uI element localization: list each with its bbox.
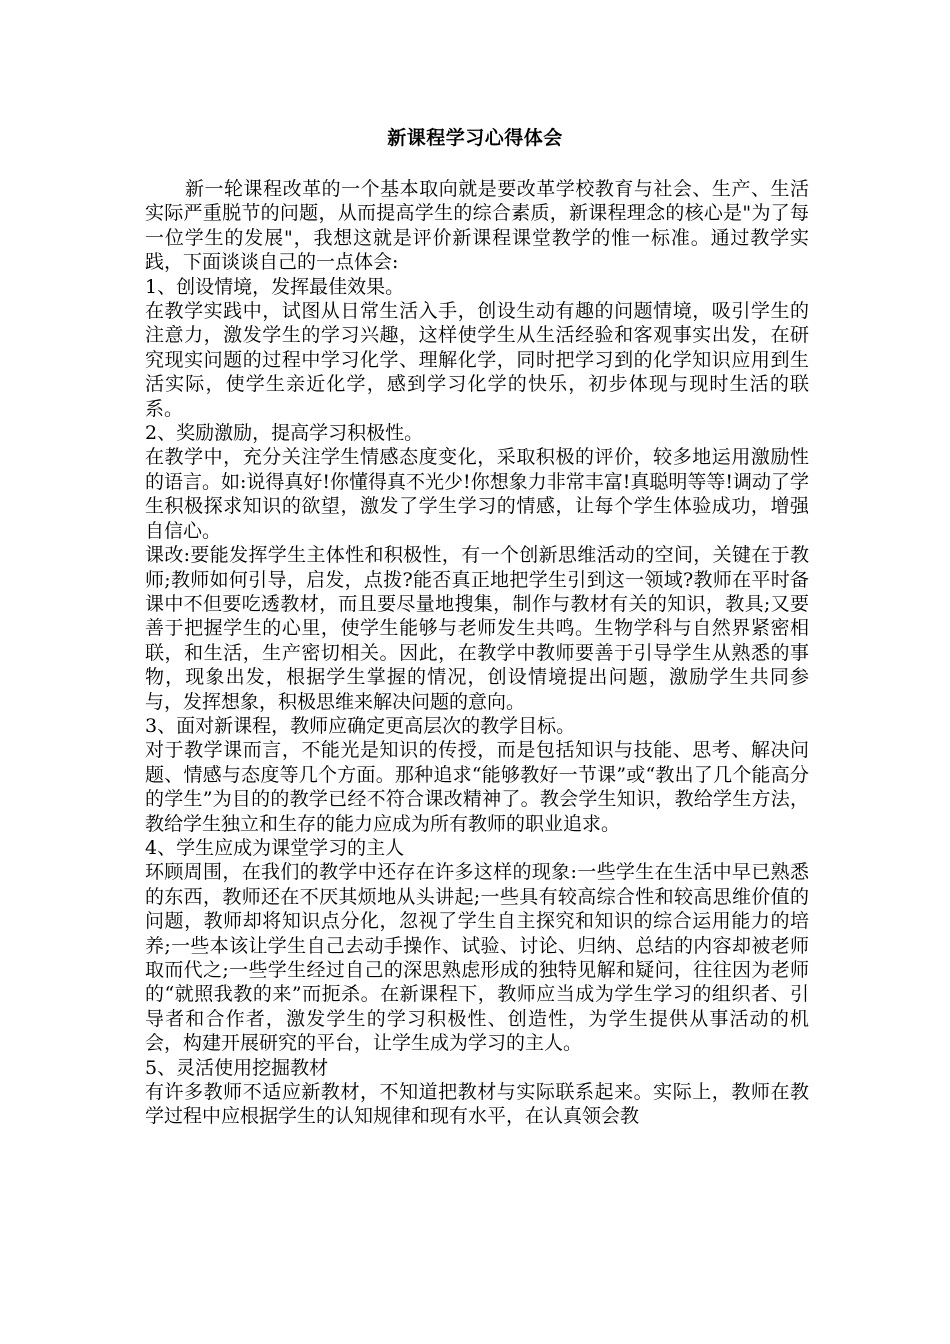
body-paragraph: 有许多教师不适应新教材，不知道把教材与实际联系起来。实际上，教师在教学过程中应根据学生的认知规律和现有水平，在认真领会教 [145, 1081, 809, 1128]
body-paragraph: 环顾周围，在我们的教学中还存在许多这样的现象:一些学生在生活中早已熟悉的东西，教师还在不厌其烦地从头讲起;一些具有较高综合性和较高思维价值的问题，教师却将知识点分化，忽视了学生自主探究和知识的综合运用能力的培养;一些本该让学生自己去动手操作、试验、讨论、归纳、总结的内容却被老师取而代之;一些学生经过自己的深思熟虑形成的独特见解和疑问，往往因为老师的“就照我教的来”而扼杀。在新课程下，教师应当成为学生学习的组织者、引导者和合作者，激发学生的学习积极性、创造性，为学生提供从事活动的机会，构建开展研究的平台，让学生成为学习的主人。 [145, 861, 809, 1055]
section-heading-4: 4、学生应成为课堂学习的主人 [145, 836, 405, 859]
body-paragraph: 在教学中，充分关注学生情感态度变化，采取积极的评价，较多地运用激励性的语言。如:说得真好!你懂得真不光少!你想象力非常丰富!真聪明等等!调动了学生积极探求知识的欲望，激发了学生学习的情感，让每个学生体验成功，增强自信心。 [145, 446, 809, 542]
section-heading-1: 1、创设情境，发挥最佳效果。 [145, 275, 405, 298]
section-heading-5: 5、灵活使用挖掘教材 [145, 1056, 329, 1079]
document-title: 新课程学习心得体会 [387, 127, 563, 149]
body-paragraph: 在教学实践中，试图从日常生活入手，创设生动有趣的问题情境，吸引学生的注意力，激发学生的学习兴趣，这样使学生从生活经验和客观事实出发，在研究现实问题的过程中学习化学、理解化学，同时把学习到的化学知识应用到生活实际，使学生亲近化学，感到学习化学的快乐，初步体现与现时生活的联系。 [145, 300, 809, 420]
document-body [145, 177, 809, 1129]
intro-paragraph: 新一轮课程改革的一个基本取向就是要改革学校教育与社会、生产、生活实际严重脱节的问题，从而提高学生的综合素质，新课程理念的核心是"为了每一位学生的发展"，我想这就是评价新课程课堂教学的惟一标准。通过教学实践，下面谈谈自己的一点体会: [145, 178, 809, 274]
section-heading-3: 3、面对新课程，教师应确定更高层次的教学目标。 [145, 714, 576, 737]
body-paragraph: 对于教学课而言，不能光是知识的传授，而是包括知识与技能、思考、解决问题、情感与态度等几个方面。那种追求“能够教好一节课”或“教出了几个能高分的学生”为目的的教学已经不符合课改精神了。教会学生知识，教给学生方法，教给学生独立和生存的能力应成为所有教师的职业追求。 [145, 739, 809, 835]
body-paragraph: 课改:要能发挥学生主体性和积极性，有一个创新思维活动的空间，关键在于教师;教师如何引导，启发，点拨?能否真正地把学生引到这一领域?教师在平时备课中不但要吃透教材，而且要尽量地搜集，制作与教材有关的知识，教具;又要善于把握学生的心里，使学生能够与老师发生共鸣。生物学科与自然界紧密相联，和生活，生产密切相关。因此，在教学中教师要善于引导学生从熟悉的事物，现象出发，根据学生掌握的情况，创设情境提出问题，激励学生共同参与，发挥想象，积极思维来解决问题的意向。 [145, 544, 809, 713]
section-heading-2: 2、奖励激励，提高学习积极性。 [145, 422, 424, 445]
